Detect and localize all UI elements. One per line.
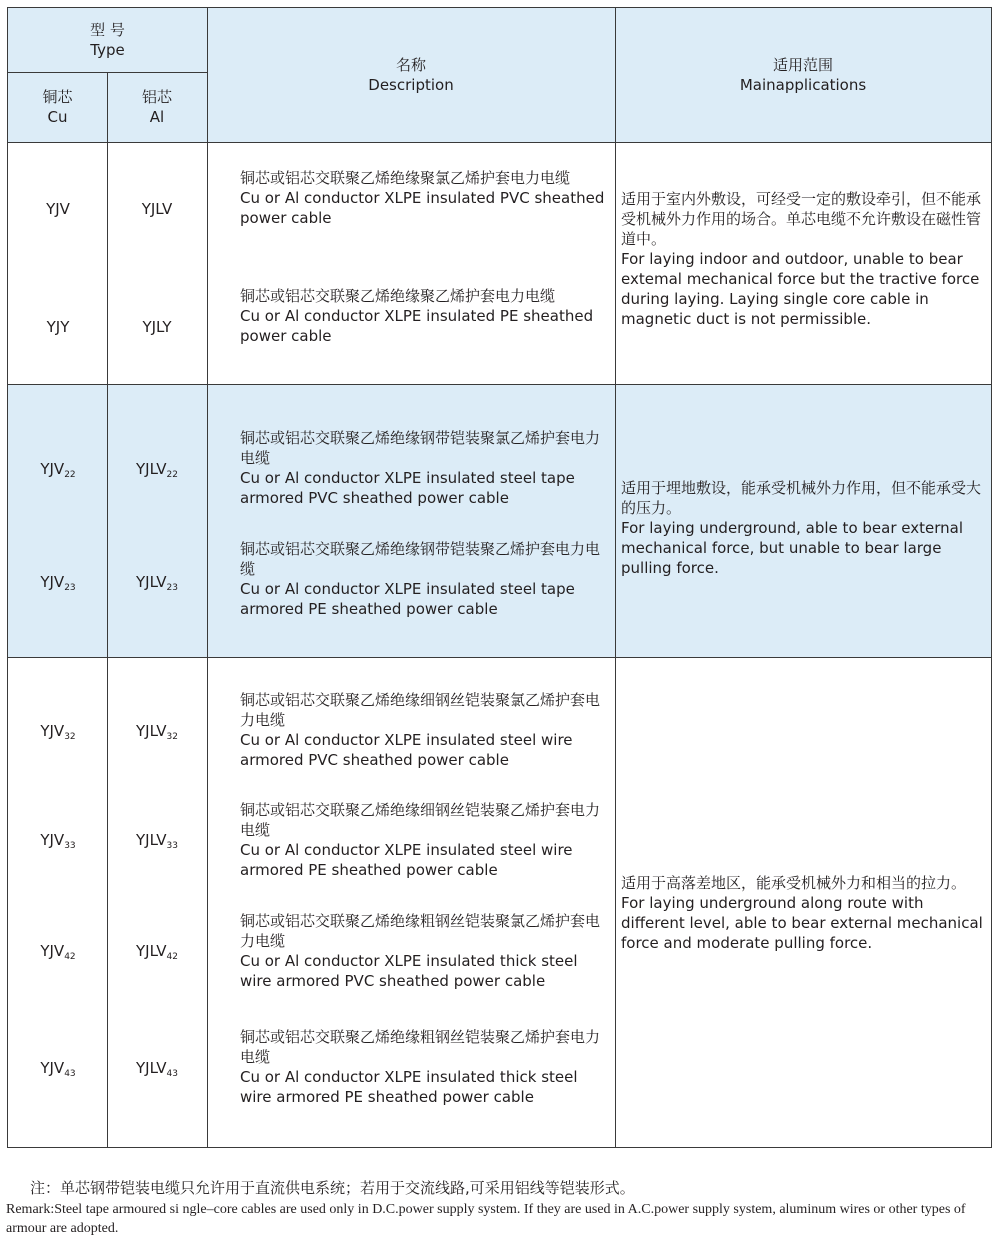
description-yjv43 [240,1027,610,1107]
group-2-rule [8,657,991,658]
desc-app-divider [615,8,616,1147]
al-header-en: Al [149,108,165,126]
type-header-en: Type [90,41,125,59]
description-zh: 铜芯或铝芯交联聚乙烯绝缘聚乙烯护套电力电缆 [240,287,556,305]
cu-model-yjv43: $YJV_{43}$ [40,1059,76,1079]
description-yjv [240,168,610,228]
cu-header-zh: 铜芯 [42,88,73,106]
al-model-yjly: YJLY [142,318,172,336]
cu-model-yjv: YJV [46,200,70,218]
note-en: Remark:Steel tape armoured si ngle–core cables are used only in D.C.power supply system. If they are used in A.C.power supply system, aluminum wires or other types of armour are adopted. [6,1202,966,1236]
description-header-en: Description [368,76,454,94]
cu-al-divider [107,72,108,1147]
applications-header [615,8,991,142]
description-en: Cu or Al conductor XLPE insulated steel tape armored PVC sheathed power cable [240,469,575,507]
description-yjy [240,286,610,346]
application-group-1 [621,189,989,329]
application-group-2 [621,478,989,578]
applications-header-en: Mainapplications [739,76,867,94]
cu-model-yjy: YJY [46,318,70,336]
description-zh: 铜芯或铝芯交联聚乙烯绝缘钢带铠装聚氯乙烯护套电力电缆 [240,429,601,467]
application-zh: 适用于室内外敷设，可经受一定的敷设牵引，但不能承受机械外力作用的场合。单芯电缆不允许敷设在磁性管道中。 [621,190,982,248]
description-en: Cu or Al conductor XLPE insulated PVC sheathed power cable [240,189,605,227]
description-zh: 铜芯或铝芯交联聚乙烯绝缘聚氯乙烯护套电力电缆 [240,169,571,187]
description-yjv32 [240,690,610,770]
al-model-yjlv: YJLV [141,200,173,218]
al-header-zh: 铝芯 [141,88,172,106]
description-en: Cu or Al conductor XLPE insulated steel wire armored PVC sheathed power cable [240,731,573,769]
cu-header-en: Cu [47,108,68,126]
cu-header [8,72,107,142]
application-zh: 适用于高落差地区，能承受机械外力和相当的拉力。 [621,874,967,892]
al-model-yjlv42: $YJLV_{42}$ [135,942,178,962]
applications-header-zh: 适用范围 [772,56,833,74]
description-en: Cu or Al conductor XLPE insulated PE sheathed power cable [240,307,594,345]
application-en: For laying indoor and outdoor, unable to bear extemal mechanical force but the tractive force during laying. Laying single core cable in magnetic duct is not permissible. [621,250,980,328]
al-model-yjlv33: $YJLV_{33}$ [135,831,178,851]
type-header-zh: 型 号 [90,21,125,39]
group-1-rule [8,384,991,385]
header-rule [8,142,991,143]
al-model-yjlv22: $YJLV_{22}$ [135,460,178,480]
description-zh: 铜芯或铝芯交联聚乙烯绝缘细钢丝铠装聚氯乙烯护套电力电缆 [240,691,601,729]
application-zh: 适用于埋地敷设，能承受机械外力作用，但不能承受大的压力。 [621,479,982,517]
description-en: Cu or Al conductor XLPE insulated thick steel wire armored PVC sheathed power cable [240,952,578,990]
application-en: For laying underground along route with different level, able to bear external mechanical force and moderate pulling force. [621,894,983,952]
description-en: Cu or Al conductor XLPE insulated steel tape armored PE sheathed power cable [240,580,575,618]
description-header [207,8,615,142]
cu-model-yjv22: $YJV_{22}$ [40,460,76,480]
al-model-yjlv43: $YJLV_{43}$ [135,1059,178,1079]
description-header-zh: 名称 [395,56,426,74]
al-header [107,72,207,142]
note-zh: 注：单芯钢带铠装电缆只允许用于直流供电系统；若用于交流线路,可采用铝线等铠装形式。 [30,1179,635,1197]
cu-model-yjv32: $YJV_{32}$ [40,722,76,742]
al-model-yjlv23: $YJLV_{23}$ [135,573,178,593]
cu-model-yjv42: $YJV_{42}$ [40,942,76,962]
description-yjv23 [240,539,610,619]
description-en: Cu or Al conductor XLPE insulated thick steel wire armored PE sheathed power cable [240,1068,578,1106]
type-desc-divider [207,8,208,1147]
type-header [8,8,207,72]
application-group-3 [621,873,989,953]
description-zh: 铜芯或铝芯交联聚乙烯绝缘粗钢丝铠装聚乙烯护套电力电缆 [240,1028,601,1066]
description-zh: 铜芯或铝芯交联聚乙烯绝缘粗钢丝铠装聚氯乙烯护套电力电缆 [240,912,601,950]
cu-model-yjv33: $YJV_{33}$ [40,831,76,851]
cu-model-yjv23: $YJV_{23}$ [40,573,76,593]
description-en: Cu or Al conductor XLPE insulated steel wire armored PE sheathed power cable [240,841,573,879]
description-yjv42 [240,911,610,991]
description-zh: 铜芯或铝芯交联聚乙烯绝缘钢带铠装聚乙烯护套电力电缆 [240,540,601,578]
al-model-yjlv32: $YJLV_{32}$ [135,722,178,742]
description-zh: 铜芯或铝芯交联聚乙烯绝缘细钢丝铠装聚乙烯护套电力电缆 [240,801,601,839]
description-yjv33 [240,800,610,880]
cable-type-table [7,7,992,1148]
application-en: For laying underground, able to bear external mechanical force, but unable to bear large pulling force. [621,519,963,577]
description-yjv22 [240,428,610,508]
